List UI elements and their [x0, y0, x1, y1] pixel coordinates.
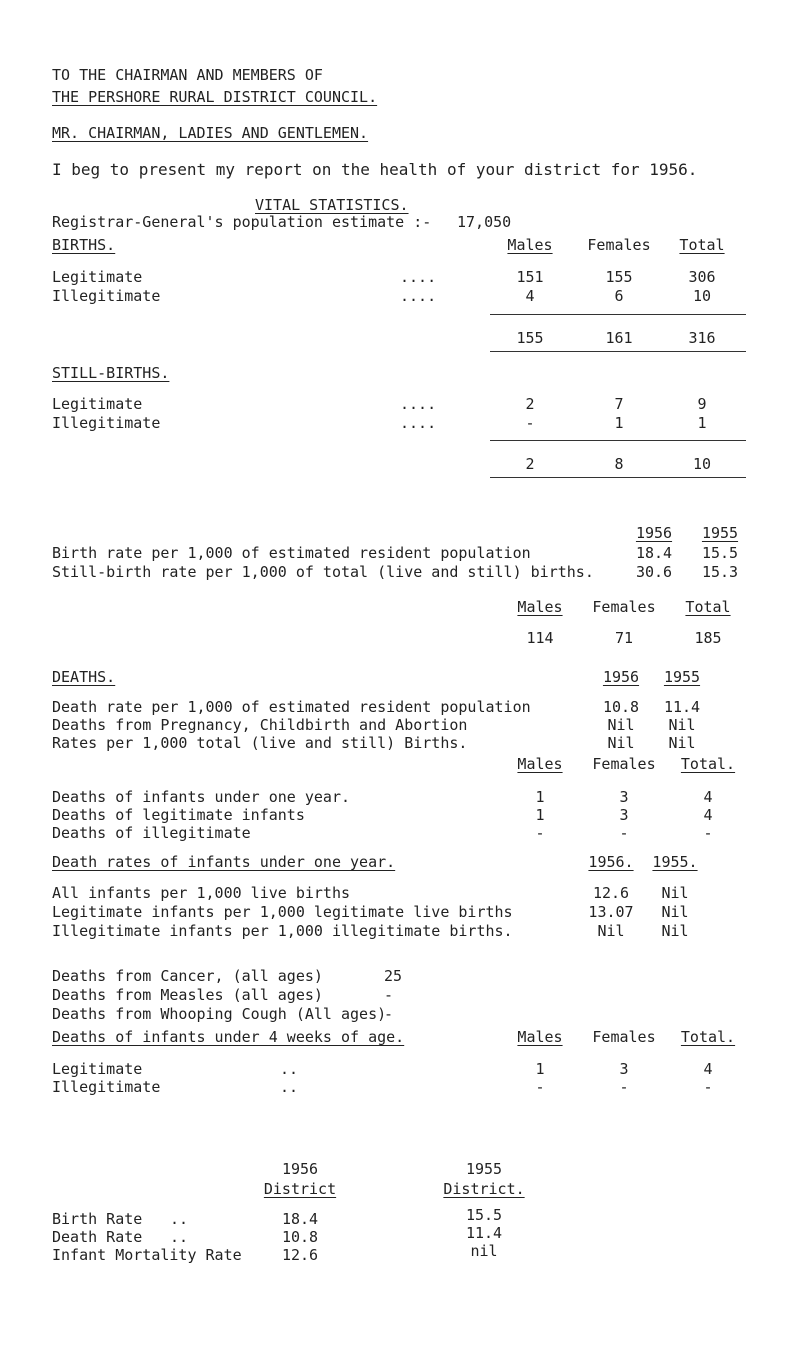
legit-infants-rate-1955: Nil [661, 903, 689, 921]
rates-year-1956: 1956 [635, 524, 673, 542]
neonatal-illegit-total: - [703, 1078, 713, 1096]
births-heading: BIRTHS. [52, 236, 116, 254]
summary-death-rate-1956: 10.8 [281, 1228, 319, 1246]
all-infants-rate-label: All infants per 1,000 live births [52, 884, 351, 902]
stillbirths-illegit-females: 1 [614, 414, 624, 432]
maternal-deaths-label: Deaths from Pregnancy, Childbirth and Abortion [52, 716, 468, 734]
dot-leader: .... [400, 287, 437, 305]
stillbirths-sum-rule [490, 440, 746, 441]
births-illegit-females: 6 [614, 287, 624, 305]
infant-rates-heading: Death rates of infants under one year. [52, 853, 396, 871]
dot-leader: .. [280, 1060, 299, 1078]
stillbirths-heading: STILL-BIRTHS. [52, 364, 170, 382]
deaths-col-total: Total [685, 598, 731, 616]
illegit-infant-deaths-label: Deaths of illegitimate [52, 824, 251, 842]
neonatal-col-females: Females [592, 1028, 656, 1046]
stillbirths-legit-females: 7 [614, 395, 624, 413]
maternal-rate-1955: Nil [668, 734, 696, 752]
death-rate-label: Death rate per 1,000 of estimated resident population [52, 698, 531, 716]
deaths-col-females: Females [592, 598, 656, 616]
dot-leader: .... [400, 414, 437, 432]
neonatal-col-males: Males [517, 1028, 563, 1046]
summary-death-rate-label: Death Rate [52, 1228, 143, 1246]
births-col-females: Females [587, 236, 651, 254]
births-illegit-total: 10 [692, 287, 712, 305]
stillbirths-illegit-males: - [525, 414, 535, 432]
deaths-total-females: 71 [614, 629, 634, 647]
illegit-infants-rate-1955: Nil [661, 922, 689, 940]
illegit-infant-deaths-males: - [535, 824, 545, 842]
deaths-total-males: 114 [526, 629, 554, 647]
neonatal-illegit-females: - [619, 1078, 629, 1096]
summary-infant-mortality-label: Infant Mortality Rate [52, 1246, 242, 1264]
summary-death-rate-1955: 11.4 [465, 1224, 503, 1242]
dot-leader: .. [280, 1078, 299, 1096]
legit-infants-rate-label: Legitimate infants per 1,000 legitimate live births [52, 903, 513, 921]
summary-birth-rate-1955: 15.5 [465, 1206, 503, 1224]
vital-statistics-heading: VITAL STATISTICS. [255, 196, 409, 214]
birth-rate-label: Birth rate per 1,000 of estimated resident population [52, 544, 531, 562]
all-infants-rate-1955: Nil [661, 884, 689, 902]
neonatal-legit-females: 3 [619, 1060, 629, 1078]
stillbirths-illegit-total: 1 [697, 414, 707, 432]
rates-year-1955: 1955 [701, 524, 739, 542]
deaths-total-total: 185 [694, 629, 722, 647]
neonatal-legit-total: 4 [703, 1060, 713, 1078]
illegit-infant-deaths-females: - [619, 824, 629, 842]
births-illegit-males: 4 [525, 287, 535, 305]
population-value: 17,050 [457, 213, 512, 231]
summary-col2-year: 1955 [465, 1160, 503, 1178]
infant-deaths-label: Deaths of infants under one year. [52, 788, 351, 806]
deaths-year-1955: 1955 [663, 668, 701, 686]
summary-infant-mortality-1956: 12.6 [281, 1246, 319, 1264]
death-rate-1956: 10.8 [602, 698, 640, 716]
legit-infant-deaths-total: 4 [703, 806, 713, 824]
infant-deaths-females: 3 [619, 788, 629, 806]
whooping-cough-deaths-label: Deaths from Whooping Cough (All ages) [52, 1005, 387, 1023]
birth-rate-1956: 18.4 [635, 544, 673, 562]
stillbirths-total-females: 8 [614, 455, 624, 473]
births-total-rule [490, 351, 746, 352]
deaths-year-1956: 1956 [602, 668, 640, 686]
summary-birth-rate-label: Birth Rate [52, 1210, 143, 1228]
cancer-deaths-label: Deaths from Cancer, (all ages) [52, 967, 323, 985]
illegit-infants-rate-1956: Nil [597, 922, 625, 940]
infant-deaths-males: 1 [535, 788, 545, 806]
births-legit-males: 151 [516, 268, 544, 286]
stillbirth-rate-label: Still-birth rate per 1,000 of total (live and still) births. [52, 563, 594, 581]
births-total-males: 155 [516, 329, 544, 347]
infant-rates-year-1955: 1955. [652, 853, 698, 871]
maternal-deaths-1956: Nil [607, 716, 635, 734]
stillbirth-rate-1955: 15.3 [701, 563, 739, 581]
deaths-heading: DEATHS. [52, 668, 116, 686]
salutation: MR. CHAIRMAN, LADIES AND GENTLEMEN. [52, 124, 369, 142]
infant-rates-year-1956: 1956. [588, 853, 634, 871]
births-legit-females: 155 [605, 268, 633, 286]
death-rate-1955: 11.4 [663, 698, 701, 716]
measles-deaths-label: Deaths from Measles (all ages) [52, 986, 323, 1004]
births-col-males: Males [507, 236, 553, 254]
births-legitimate-label: Legitimate [52, 268, 143, 286]
stillbirths-total-rule [490, 477, 746, 478]
maternal-deaths-1955: Nil [668, 716, 696, 734]
neonatal-heading: Deaths of infants under 4 weeks of age. [52, 1028, 405, 1046]
dot-leader: .. [170, 1228, 189, 1246]
legit-infant-deaths-label: Deaths of legitimate infants [52, 806, 305, 824]
neonatal-illegit-males: - [535, 1078, 545, 1096]
summary-col1-label: District [263, 1180, 337, 1198]
infant-col-females: Females [592, 755, 656, 773]
birth-rate-1955: 15.5 [701, 544, 739, 562]
dot-leader: .... [400, 395, 437, 413]
cancer-deaths-value: 25 [384, 967, 403, 985]
neonatal-illegitimate-label: Illegitimate [52, 1078, 161, 1096]
dot-leader: .. [170, 1210, 189, 1228]
addressee-line-1: TO THE CHAIRMAN AND MEMBERS OF [52, 66, 323, 84]
neonatal-col-total: Total. [680, 1028, 736, 1046]
addressee-line-2: THE PERSHORE RURAL DISTRICT COUNCIL. [52, 88, 378, 106]
births-total-females: 161 [605, 329, 633, 347]
births-total-total: 316 [688, 329, 716, 347]
births-legit-total: 306 [688, 268, 716, 286]
births-col-total: Total [679, 236, 725, 254]
maternal-rate-1956: Nil [607, 734, 635, 752]
whooping-cough-deaths-value: - [384, 1005, 394, 1023]
all-infants-rate-1956: 12.6 [592, 884, 630, 902]
illegit-infant-deaths-total: - [703, 824, 713, 842]
stillbirths-total-males: 2 [525, 455, 535, 473]
legit-infant-deaths-males: 1 [535, 806, 545, 824]
stillbirths-total-total: 10 [692, 455, 712, 473]
legit-infant-deaths-females: 3 [619, 806, 629, 824]
maternal-rate-label: Rates per 1,000 total (live and still) Births. [52, 734, 468, 752]
infant-col-total: Total. [680, 755, 736, 773]
stillbirths-legitimate-label: Legitimate [52, 395, 143, 413]
population-label: Registrar-General's population estimate :- [52, 213, 432, 231]
neonatal-legit-males: 1 [535, 1060, 545, 1078]
neonatal-legitimate-label: Legitimate [52, 1060, 143, 1078]
stillbirths-legit-total: 9 [697, 395, 707, 413]
summary-birth-rate-1956: 18.4 [281, 1210, 319, 1228]
summary-infant-mortality-1955: nil [470, 1242, 498, 1260]
births-sum-rule [490, 314, 746, 315]
deaths-col-males: Males [517, 598, 563, 616]
stillbirth-rate-1956: 30.6 [635, 563, 673, 581]
stillbirths-legit-males: 2 [525, 395, 535, 413]
summary-col1-year: 1956 [281, 1160, 319, 1178]
summary-col2-label: District. [443, 1180, 525, 1198]
intro-text: I beg to present my report on the health of your district for 1956. [52, 160, 698, 179]
stillbirths-illegitimate-label: Illegitimate [52, 414, 161, 432]
legit-infants-rate-1956: 13.07 [588, 903, 634, 921]
infant-col-males: Males [517, 755, 563, 773]
births-illegitimate-label: Illegitimate [52, 287, 161, 305]
dot-leader: .... [400, 268, 437, 286]
measles-deaths-value: - [384, 986, 394, 1004]
illegit-infants-rate-label: Illegitimate infants per 1,000 illegitimate births. [52, 922, 513, 940]
infant-deaths-total: 4 [703, 788, 713, 806]
